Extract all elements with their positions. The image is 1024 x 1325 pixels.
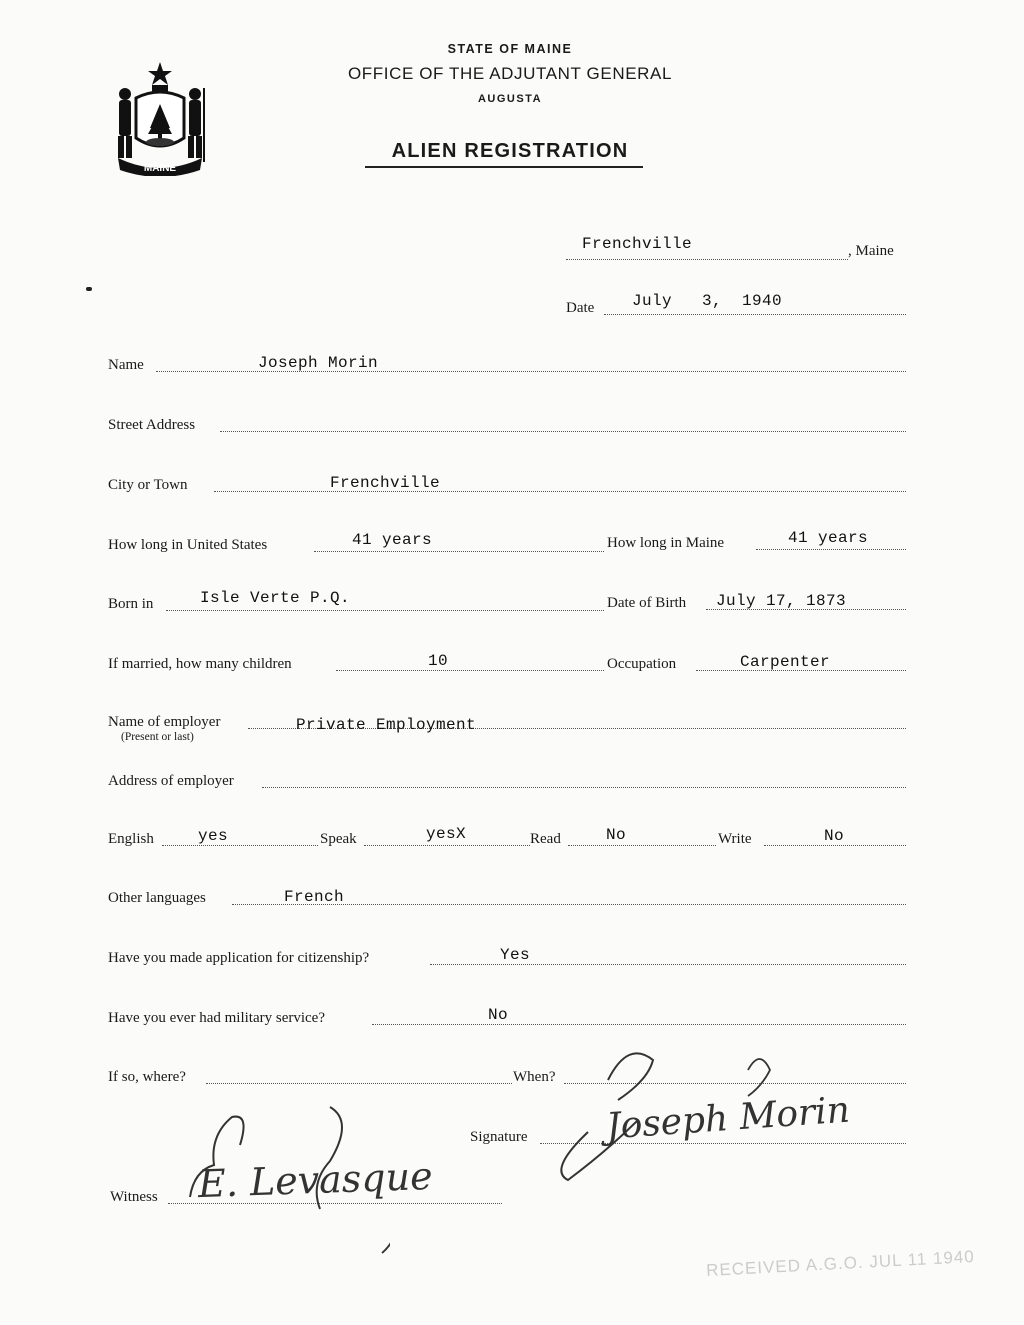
date-value: July 3, 1940 xyxy=(632,292,783,310)
name-label: Name xyxy=(108,357,144,373)
witness-value: E. Levasque xyxy=(197,1153,434,1207)
born-in-label: Born in xyxy=(108,596,154,612)
form-title: ALIEN REGISTRATION xyxy=(391,140,629,162)
military-value: No xyxy=(488,1006,509,1024)
how-long-maine-dotted-line xyxy=(756,549,906,550)
military-dotted-line xyxy=(372,1024,906,1025)
city-heading: AUGUSTA xyxy=(477,93,543,105)
write-dotted-line xyxy=(764,845,906,846)
where-dotted-line xyxy=(206,1083,512,1084)
citizenship-value: Yes xyxy=(500,946,531,964)
speak-label: Speak xyxy=(320,831,357,847)
children-dotted-line xyxy=(336,670,604,671)
how-long-maine-label: How long in Maine xyxy=(607,535,725,551)
street-address-dotted-line xyxy=(220,431,906,432)
office-heading: OFFICE OF THE ADJUTANT GENERAL xyxy=(347,64,673,83)
citizenship-dotted-line xyxy=(430,964,906,965)
how-long-us-label: How long in United States xyxy=(108,537,268,553)
military-label: Have you ever had military service? xyxy=(108,1010,325,1026)
speak-value: yesX xyxy=(426,825,467,843)
english-label: English xyxy=(108,831,154,847)
english-dotted-line xyxy=(162,845,318,846)
employer-address-label: Address of employer xyxy=(108,773,234,789)
signature-value: Joseph Morin xyxy=(604,1089,852,1148)
date-dotted-line xyxy=(604,314,906,315)
when-label: When? xyxy=(513,1069,556,1085)
citizenship-label: Have you made application for citizenship? xyxy=(108,950,370,966)
speak-dotted-line xyxy=(364,845,530,846)
street-address-label: Street Address xyxy=(108,417,196,433)
how-long-us-value: 41 years xyxy=(352,531,433,549)
witness-label: Witness xyxy=(110,1189,158,1205)
where-label: If so, where? xyxy=(108,1069,186,1085)
signature-label: Signature xyxy=(470,1129,528,1145)
city-town-label: City or Town xyxy=(108,477,188,493)
title-underline xyxy=(365,166,643,168)
city-town-value: Frenchville xyxy=(330,474,441,492)
children-value: 10 xyxy=(428,652,449,670)
how-long-us-dotted-line xyxy=(314,551,604,552)
how-long-maine-value: 41 years xyxy=(788,529,869,547)
read-label: Read xyxy=(530,831,561,847)
write-value: No xyxy=(824,827,845,845)
location-town: Frenchville xyxy=(582,235,693,253)
employer-sublabel: (Present or last) xyxy=(121,731,194,743)
english-value: yes xyxy=(198,827,229,845)
employer-address-dotted-line xyxy=(262,787,906,788)
other-languages-label: Other languages xyxy=(108,890,206,906)
svg-text:MAINE: MAINE xyxy=(143,163,177,174)
employer-label: Name of employer xyxy=(108,714,221,730)
children-label: If married, how many children xyxy=(108,656,292,672)
city-town-dotted-line xyxy=(214,491,906,492)
born-in-dotted-line xyxy=(166,610,604,611)
date-of-birth-value: July 17, 1873 xyxy=(716,592,847,610)
received-stamp: RECEIVED A.G.O. JUL 11 1940 xyxy=(705,1246,976,1281)
date-label: Date xyxy=(566,300,595,316)
name-value: Joseph Morin xyxy=(258,354,379,372)
state-heading: STATE OF MAINE xyxy=(447,42,573,56)
maine-state-seal-icon xyxy=(108,58,212,176)
location-dotted-line xyxy=(566,259,848,260)
employer-value: Private Employment xyxy=(296,716,477,734)
occupation-label: Occupation xyxy=(607,656,677,672)
born-in-value: Isle Verte P.Q. xyxy=(200,589,351,607)
occupation-value: Carpenter xyxy=(740,653,831,671)
other-languages-value: French xyxy=(284,888,345,906)
write-label: Write xyxy=(718,831,752,847)
read-value: No xyxy=(606,826,627,844)
read-dotted-line xyxy=(568,845,716,846)
ink-speck xyxy=(86,287,92,291)
date-of-birth-label: Date of Birth xyxy=(607,595,687,611)
location-suffix: , Maine xyxy=(848,243,894,259)
